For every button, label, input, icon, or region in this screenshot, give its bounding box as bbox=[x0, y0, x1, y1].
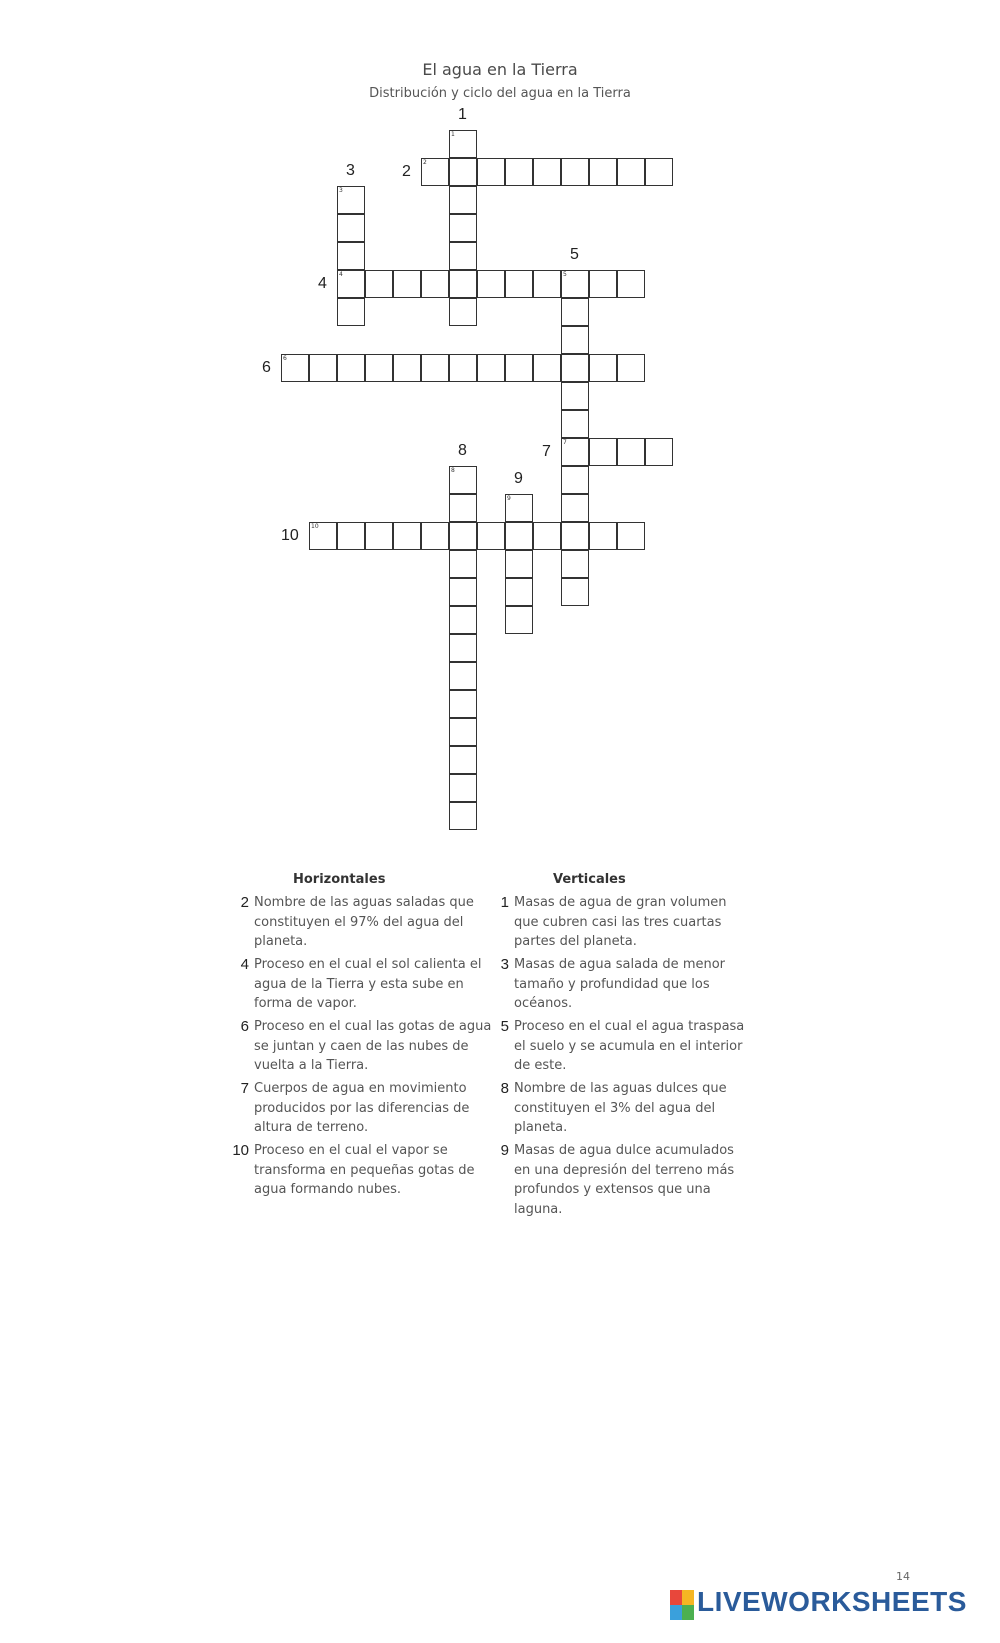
letter-input[interactable] bbox=[534, 159, 560, 185]
letter-input[interactable] bbox=[646, 439, 672, 465]
crossword-cell[interactable] bbox=[449, 634, 477, 662]
crossword-cell[interactable] bbox=[561, 550, 589, 578]
across-heading: Horizontales bbox=[293, 872, 386, 887]
crossword-cell[interactable] bbox=[561, 410, 589, 438]
crossword-cell[interactable] bbox=[449, 802, 477, 830]
crossword-cell[interactable] bbox=[337, 270, 365, 298]
crossword-cell[interactable] bbox=[533, 158, 561, 186]
letter-input[interactable] bbox=[506, 159, 532, 185]
crossword-cell[interactable] bbox=[421, 158, 449, 186]
letter-input[interactable] bbox=[590, 159, 616, 185]
crossword-cell[interactable] bbox=[561, 466, 589, 494]
crossword-cell[interactable] bbox=[337, 242, 365, 270]
clue-down-1 bbox=[500, 893, 754, 952]
letter-input[interactable] bbox=[450, 299, 476, 325]
crossword-cell[interactable] bbox=[393, 522, 421, 550]
cell-number: 6 bbox=[283, 355, 287, 362]
clue-number: 6 bbox=[240, 1018, 249, 1035]
clue-text: Masas de agua dulce acumulados en una depresión del terreno más profundos y extensos que una laguna. bbox=[514, 1143, 735, 1217]
crossword-cell[interactable] bbox=[449, 718, 477, 746]
worksheet-subtitle: Distribución y ciclo del agua en la Tierra bbox=[369, 86, 631, 101]
letter-input[interactable] bbox=[618, 355, 644, 381]
liveworksheets-logo[interactable] bbox=[670, 1570, 990, 1624]
entry-label-8: 8 bbox=[458, 442, 467, 459]
cell-number: 9 bbox=[507, 495, 511, 502]
cell-number: 5 bbox=[563, 271, 567, 278]
crossword-cell[interactable] bbox=[645, 438, 673, 466]
crossword-cell[interactable] bbox=[365, 270, 393, 298]
entry-label-3: 3 bbox=[346, 162, 355, 179]
letter-input[interactable] bbox=[366, 271, 392, 297]
letter-input[interactable] bbox=[562, 551, 588, 577]
clue-text: Proceso en el cual el agua traspasa el suelo y se acumula en el interior de este. bbox=[514, 1019, 745, 1073]
clue-number: 2 bbox=[240, 894, 249, 911]
crossword-cell[interactable] bbox=[617, 158, 645, 186]
clue-across-10 bbox=[232, 1141, 494, 1200]
crossword-cell[interactable] bbox=[449, 606, 477, 634]
crossword-cell[interactable] bbox=[505, 354, 533, 382]
down-heading: Verticales bbox=[553, 872, 626, 887]
crossword-cell[interactable] bbox=[449, 354, 477, 382]
clue-text: Proceso en el cual las gotas de agua se juntan y caen de las nubes de vuelta a la Tierra. bbox=[254, 1019, 492, 1073]
clue-text: Nombre de las aguas dulces que constituyen el 3% del agua del planeta. bbox=[514, 1081, 727, 1135]
letter-input[interactable] bbox=[590, 271, 616, 297]
letter-input[interactable] bbox=[506, 551, 532, 577]
letter-input[interactable] bbox=[450, 607, 476, 633]
clue-text: Masas de agua de gran volumen que cubren casi las tres cuartas partes del planeta. bbox=[514, 895, 727, 949]
clue-text: Proceso en el cual el sol calienta el agua de la Tierra y esta sube en forma de vapor. bbox=[254, 957, 482, 1011]
clue-down-3 bbox=[500, 955, 754, 1014]
crossword-cell[interactable] bbox=[309, 522, 337, 550]
letter-input[interactable] bbox=[394, 355, 420, 381]
crossword-cell[interactable] bbox=[421, 270, 449, 298]
crossword-cell[interactable] bbox=[449, 578, 477, 606]
clue-number: 10 bbox=[232, 1142, 249, 1159]
letter-input[interactable] bbox=[646, 159, 672, 185]
crossword-cell[interactable] bbox=[533, 522, 561, 550]
crossword-cell[interactable] bbox=[365, 354, 393, 382]
crossword-cell[interactable] bbox=[477, 522, 505, 550]
letter-input[interactable] bbox=[394, 523, 420, 549]
crossword-cell[interactable] bbox=[505, 158, 533, 186]
crossword-cell[interactable] bbox=[421, 522, 449, 550]
crossword-cell[interactable] bbox=[449, 130, 477, 158]
letter-input[interactable] bbox=[450, 747, 476, 773]
crossword-cell[interactable] bbox=[337, 186, 365, 214]
clue-text: Proceso en el cual el vapor se transforma en pequeñas gotas de agua formando nubes. bbox=[254, 1143, 475, 1197]
clue-across-6 bbox=[240, 1017, 494, 1076]
letter-input[interactable] bbox=[338, 243, 364, 269]
crossword-cell[interactable] bbox=[337, 522, 365, 550]
crossword-cell[interactable] bbox=[449, 774, 477, 802]
crossword-cell[interactable] bbox=[449, 158, 477, 186]
crossword-cell[interactable] bbox=[365, 522, 393, 550]
crossword-cell[interactable] bbox=[561, 158, 589, 186]
letter-input[interactable] bbox=[506, 607, 532, 633]
crossword-cell[interactable] bbox=[449, 746, 477, 774]
letter-input[interactable] bbox=[450, 803, 476, 829]
crossword-cell[interactable] bbox=[561, 298, 589, 326]
letter-input[interactable] bbox=[618, 159, 644, 185]
crossword-cell[interactable] bbox=[449, 214, 477, 242]
cell-number: 2 bbox=[423, 159, 427, 166]
crossword-cell[interactable] bbox=[505, 270, 533, 298]
badge-tile bbox=[670, 1605, 682, 1620]
letter-input[interactable] bbox=[618, 271, 644, 297]
letter-input[interactable] bbox=[618, 523, 644, 549]
crossword-cell[interactable] bbox=[505, 550, 533, 578]
crossword-cell[interactable] bbox=[449, 662, 477, 690]
crossword-cell[interactable] bbox=[449, 186, 477, 214]
letter-input[interactable] bbox=[450, 551, 476, 577]
clue-across-2 bbox=[240, 893, 494, 952]
letter-input[interactable] bbox=[506, 579, 532, 605]
crossword-cell[interactable] bbox=[449, 522, 477, 550]
letter-input[interactable] bbox=[562, 383, 588, 409]
letter-input[interactable] bbox=[562, 299, 588, 325]
crossword-cell[interactable] bbox=[337, 354, 365, 382]
crossword-cell[interactable] bbox=[561, 522, 589, 550]
entry-label-9: 9 bbox=[514, 470, 523, 487]
crossword-cell[interactable] bbox=[589, 522, 617, 550]
liveworksheets-badge-icon bbox=[670, 1590, 694, 1620]
letter-input[interactable] bbox=[450, 691, 476, 717]
crossword-cell[interactable] bbox=[281, 354, 309, 382]
letter-input[interactable] bbox=[338, 355, 364, 381]
letter-input[interactable] bbox=[590, 523, 616, 549]
crossword-cell[interactable] bbox=[589, 158, 617, 186]
letter-input[interactable] bbox=[562, 411, 588, 437]
crossword-cell[interactable] bbox=[449, 270, 477, 298]
letter-input[interactable] bbox=[366, 355, 392, 381]
crossword-cell[interactable] bbox=[477, 158, 505, 186]
crossword-cell[interactable] bbox=[505, 578, 533, 606]
crossword-cell[interactable] bbox=[617, 354, 645, 382]
cell-number: 4 bbox=[339, 271, 343, 278]
letter-input[interactable] bbox=[562, 523, 588, 549]
letter-input[interactable] bbox=[338, 299, 364, 325]
crossword-cell[interactable] bbox=[561, 438, 589, 466]
letter-input[interactable] bbox=[450, 719, 476, 745]
logo-wordmark: LIVEWORKSHEETS bbox=[697, 1586, 967, 1617]
crossword-cell[interactable] bbox=[449, 550, 477, 578]
letter-input[interactable] bbox=[534, 355, 560, 381]
crossword-cell[interactable] bbox=[561, 354, 589, 382]
letter-input[interactable] bbox=[338, 215, 364, 241]
crossword-cell[interactable] bbox=[309, 354, 337, 382]
cell-number: 1 bbox=[451, 131, 455, 138]
crossword-cell[interactable] bbox=[617, 270, 645, 298]
letter-input[interactable] bbox=[506, 355, 532, 381]
crossword-cell[interactable] bbox=[617, 522, 645, 550]
letter-input[interactable] bbox=[450, 215, 476, 241]
crossword-cell[interactable] bbox=[337, 298, 365, 326]
letter-input[interactable] bbox=[450, 663, 476, 689]
letter-input[interactable] bbox=[450, 159, 476, 185]
clue-text: Nombre de las aguas saladas que constituyen el 97% del agua del planeta. bbox=[254, 895, 474, 949]
crossword-cell[interactable] bbox=[561, 578, 589, 606]
letter-input[interactable] bbox=[450, 243, 476, 269]
letter-input[interactable] bbox=[394, 271, 420, 297]
letter-input[interactable] bbox=[366, 523, 392, 549]
letter-input[interactable] bbox=[450, 523, 476, 549]
crossword-cell[interactable] bbox=[561, 494, 589, 522]
clue-down-5 bbox=[500, 1017, 754, 1076]
letter-input[interactable] bbox=[534, 271, 560, 297]
page-number: 14 bbox=[896, 1570, 910, 1583]
letter-input[interactable] bbox=[562, 355, 588, 381]
letter-input[interactable] bbox=[478, 355, 504, 381]
clue-text: Masas de agua salada de menor tamaño y profundidad que los océanos. bbox=[514, 957, 726, 1011]
letter-input[interactable] bbox=[618, 439, 644, 465]
letter-input[interactable] bbox=[562, 467, 588, 493]
entry-label-2: 2 bbox=[402, 163, 411, 180]
cell-number: 3 bbox=[339, 187, 343, 194]
clue-text: Cuerpos de agua en movimiento producidos por las diferencias de altura de terreno. bbox=[254, 1081, 470, 1135]
letter-input[interactable] bbox=[450, 271, 476, 297]
clue-number: 5 bbox=[500, 1018, 509, 1035]
badge-tile bbox=[670, 1590, 682, 1605]
letter-input[interactable] bbox=[338, 523, 364, 549]
crossword-cell[interactable] bbox=[449, 466, 477, 494]
entry-label-4: 4 bbox=[318, 275, 327, 292]
crossword-cell[interactable] bbox=[477, 354, 505, 382]
crossword-cell[interactable] bbox=[533, 354, 561, 382]
entry-label-10: 10 bbox=[281, 527, 299, 544]
letter-input[interactable] bbox=[422, 271, 448, 297]
clue-number: 9 bbox=[500, 1142, 509, 1159]
letter-input[interactable] bbox=[506, 523, 532, 549]
letter-input[interactable] bbox=[506, 271, 532, 297]
crossword-cell[interactable] bbox=[589, 438, 617, 466]
crossword-cell[interactable] bbox=[505, 522, 533, 550]
crossword-cell[interactable] bbox=[617, 438, 645, 466]
letter-input[interactable] bbox=[562, 327, 588, 353]
crossword-cell[interactable] bbox=[589, 270, 617, 298]
clue-number: 8 bbox=[500, 1080, 509, 1097]
letter-input[interactable] bbox=[450, 579, 476, 605]
badge-tile bbox=[682, 1590, 694, 1605]
cell-number: 10 bbox=[311, 523, 319, 530]
letter-input[interactable] bbox=[478, 159, 504, 185]
crossword-cell[interactable] bbox=[561, 270, 589, 298]
letter-input[interactable] bbox=[450, 775, 476, 801]
letter-input[interactable] bbox=[310, 355, 336, 381]
letter-input[interactable] bbox=[422, 523, 448, 549]
clue-across-7 bbox=[240, 1079, 494, 1138]
letter-input[interactable] bbox=[422, 355, 448, 381]
letter-input[interactable] bbox=[562, 159, 588, 185]
crossword-cell[interactable] bbox=[449, 494, 477, 522]
crossword-cell[interactable] bbox=[561, 382, 589, 410]
entry-label-5: 5 bbox=[570, 246, 579, 263]
entry-label-1: 1 bbox=[458, 106, 467, 123]
clue-number: 3 bbox=[500, 956, 509, 973]
letter-input[interactable] bbox=[590, 355, 616, 381]
crossword-cell[interactable] bbox=[533, 270, 561, 298]
crossword-cell[interactable] bbox=[645, 158, 673, 186]
entry-label-6: 6 bbox=[262, 359, 271, 376]
letter-input[interactable] bbox=[478, 271, 504, 297]
crossword-cell[interactable] bbox=[449, 690, 477, 718]
crossword-cell[interactable] bbox=[477, 270, 505, 298]
clue-number: 1 bbox=[500, 894, 509, 911]
clue-number: 7 bbox=[240, 1080, 249, 1097]
letter-input[interactable] bbox=[590, 439, 616, 465]
letter-input[interactable] bbox=[450, 635, 476, 661]
crossword-cell[interactable] bbox=[505, 606, 533, 634]
badge-tile bbox=[682, 1605, 694, 1620]
crossword-cell[interactable] bbox=[393, 270, 421, 298]
worksheet-title: El agua en la Tierra bbox=[422, 60, 578, 79]
crossword-cell[interactable] bbox=[421, 354, 449, 382]
clue-down-9 bbox=[500, 1141, 754, 1219]
letter-input[interactable] bbox=[478, 523, 504, 549]
crossword-cell[interactable] bbox=[449, 298, 477, 326]
crossword-cell[interactable] bbox=[449, 242, 477, 270]
cell-number: 8 bbox=[451, 467, 455, 474]
clue-down-8 bbox=[500, 1079, 754, 1138]
letter-input[interactable] bbox=[562, 495, 588, 521]
crossword-cell[interactable] bbox=[393, 354, 421, 382]
crossword-cell[interactable] bbox=[589, 354, 617, 382]
entry-label-7: 7 bbox=[542, 443, 551, 460]
letter-input[interactable] bbox=[562, 579, 588, 605]
letter-input[interactable] bbox=[450, 495, 476, 521]
cell-number: 7 bbox=[563, 439, 567, 446]
clue-across-4 bbox=[240, 955, 494, 1014]
clue-number: 4 bbox=[240, 956, 249, 973]
crossword-cell[interactable] bbox=[337, 214, 365, 242]
letter-input[interactable] bbox=[450, 187, 476, 213]
crossword-cell[interactable] bbox=[505, 494, 533, 522]
letter-input[interactable] bbox=[534, 523, 560, 549]
crossword-cell[interactable] bbox=[561, 326, 589, 354]
letter-input[interactable] bbox=[450, 355, 476, 381]
